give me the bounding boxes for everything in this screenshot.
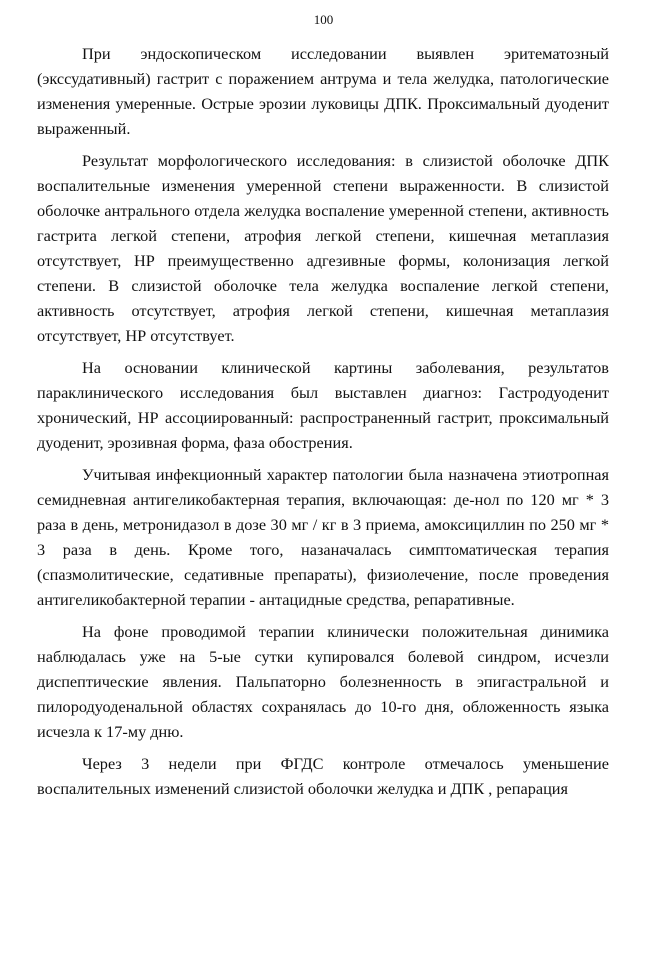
document-body (37, 41, 609, 808)
page-number: 100 (313, 12, 334, 27)
paragraph-endoscopy: При эндоскопическом исследовании выявлен эритематозный (экссудативный) гастрит с поражением антрума и тела желудка, патологические изменения умеренные. Острые эрозии луковицы ДПК. Проксимальный дуоденит выраженный. (37, 44, 609, 138)
paragraph-fgds-control: Через 3 недели при ФГДС контроле отмечалось уменьшение воспалительных изменений слизистой оболочки желудка и ДПК , репарация (37, 754, 609, 798)
paragraph-dynamics: На фоне проводимой терапии клинически положительная динимика наблюдалась уже на 5-ые сутки купировался болевой синдром, исчезли диспептические явления. Пальпаторно болезненность в эпигастральной и пилородуоденальной областях сохранялась до 10-го дня, обложенность языка исчезла к 17-му дню. (37, 622, 609, 741)
paragraph-therapy: Учитывая инфекционный характер патологии была назначена этиотропная семидневная антигеликобактерная терапия, включающая: де-нол по 120 мг * 3 раза в день, метронидазол в дозе 30 мг / кг в 3 приема, амоксициллин по 250 мг * 3 раза в день. Кроме того, назаначалась симптоматическая терапия (спазмолитические, седативные препараты), физиолечение, после проведения антигеликобактерной терапии - антацидные средства, репаративные. (37, 465, 609, 609)
paragraph-morphology: Результат морфологического исследования: в слизистой оболочке ДПК воспалительные изменения умеренной степени выраженности. В слизистой оболочке антрального отдела желудка воспаление умеренной степени, активность гастрита легкой степени, атрофия легкой степени, кишечная метаплазия отсутствует, НР преимущественно адгезивные формы, колонизация легкой степени. В слизистой оболочке тела желудка воспаление легкой степени, активность отсутствует, атрофия легкой степени, кишечная метаплазия отсутствует, НР отсутствует. (37, 151, 609, 345)
paragraph-diagnosis: На основании клинической картины заболевания, результатов параклинического исследования был выставлен диагноз: Гастродуоденит хронический, НР ассоциированный: распространенный гастрит, проксимальный дуоденит, эрозивная форма, фаза обострения. (37, 358, 609, 452)
